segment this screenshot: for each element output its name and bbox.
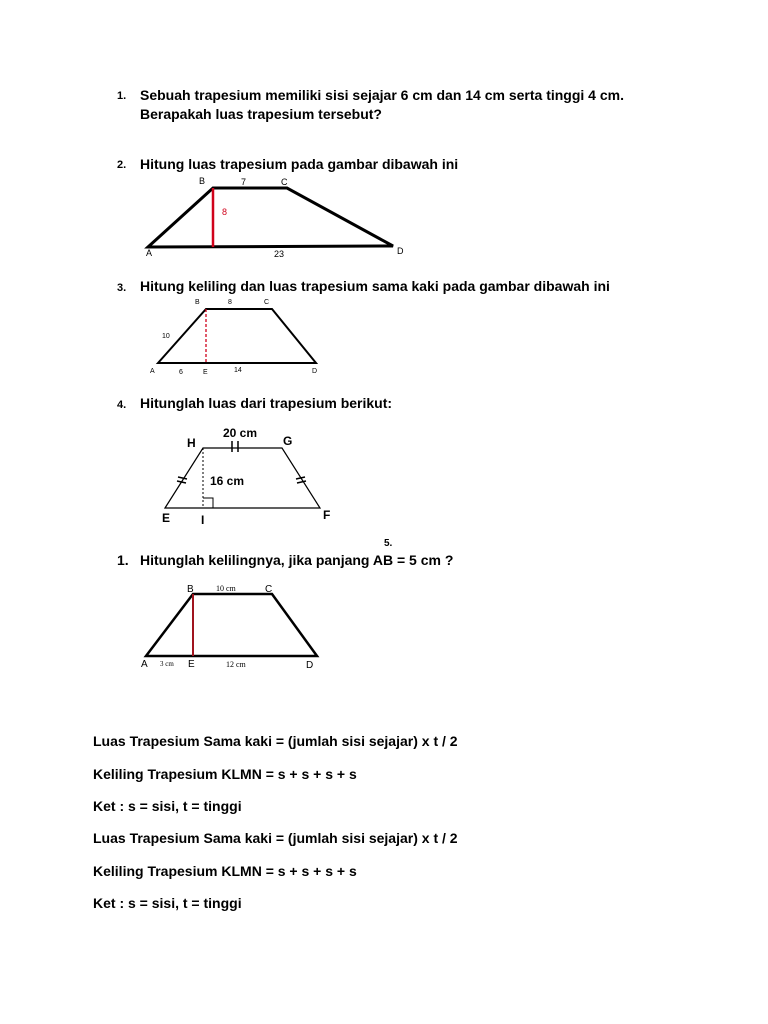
q1-number: 1. (117, 90, 127, 102)
q3-label-e: E (203, 369, 208, 376)
q2-text: Hitung luas trapesium pada gambar dibawah ini (140, 156, 459, 172)
q2-label-base: 23 (274, 249, 285, 259)
q3-label-a: A (150, 368, 155, 375)
note-perimeter-formula-repeat: Keliling Trapesium KLMN = s + s + s + s (93, 863, 357, 879)
q4-number: 4. (117, 399, 127, 411)
q1-text-line1: Sebuah trapesium memiliki sisi sejajar 6 cm dan 14 cm serta tinggi 4 cm. (140, 87, 624, 103)
q3-label-c: C (264, 299, 270, 306)
q3-text: Hitung keliling dan luas trapesium sama kaki pada gambar dibawah ini (140, 278, 610, 294)
note-area-formula-repeat: Luas Trapesium Sama kaki = (jumlah sisi sejajar) x t / 2 (93, 830, 458, 846)
q4-label-i: I (201, 513, 205, 527)
q5-text: Hitunglah kelilingnya, jika panjang AB = 5 cm ? (140, 552, 454, 568)
note-perimeter-formula: Keliling Trapesium KLMN = s + s + s + s (93, 766, 357, 782)
q3-label-side: 10 (162, 333, 170, 340)
q4-label-e: E (162, 511, 171, 525)
q2-label-a: A (146, 248, 153, 258)
q5-label-b: B (187, 584, 194, 595)
q1-text-line2: Berapakah luas trapesium tersebut? (140, 106, 382, 122)
q5-label-d: D (306, 660, 314, 671)
q4-label-f: F (323, 508, 331, 522)
q3-number: 3. (117, 282, 127, 294)
q4-label-top: 20 cm (223, 426, 258, 440)
q3-label-b: B (195, 299, 200, 306)
q3-label-d: D (312, 368, 318, 375)
q5-number: 1. (117, 552, 129, 568)
q3-label-ed: 14 (234, 367, 242, 374)
q3-label-top: 8 (228, 299, 232, 306)
q2-number: 2. (117, 159, 127, 171)
q2-label-top: 7 (241, 177, 247, 187)
q2-label-c: C (281, 177, 288, 187)
q5-label-a: A (141, 659, 148, 670)
q2-label-b: B (199, 176, 206, 186)
q4-label-h: H (187, 436, 196, 450)
q5-marker: 5. (384, 538, 393, 549)
q5-label-top: 10 cm (216, 584, 236, 593)
note-legend: Ket : s = sisi, t = tinggi (93, 798, 242, 814)
q5-label-c: C (265, 584, 273, 595)
q4-label-g: G (283, 434, 293, 448)
q2-label-d: D (397, 246, 404, 256)
q5-label-e: E (188, 659, 195, 670)
q4-text: Hitunglah luas dari trapesium berikut: (140, 395, 393, 411)
q4-label-height: 16 cm (210, 474, 245, 488)
q2-label-height: 8 (222, 207, 228, 217)
q5-trapezoid (146, 594, 317, 656)
note-legend-repeat: Ket : s = sisi, t = tinggi (93, 895, 242, 911)
q5-label-ed: 12 cm (226, 660, 246, 669)
q5-label-ae: 3 cm (160, 660, 174, 668)
note-area-formula: Luas Trapesium Sama kaki = (jumlah sisi sejajar) x t / 2 (93, 733, 458, 749)
q3-label-ae: 6 (179, 369, 183, 376)
